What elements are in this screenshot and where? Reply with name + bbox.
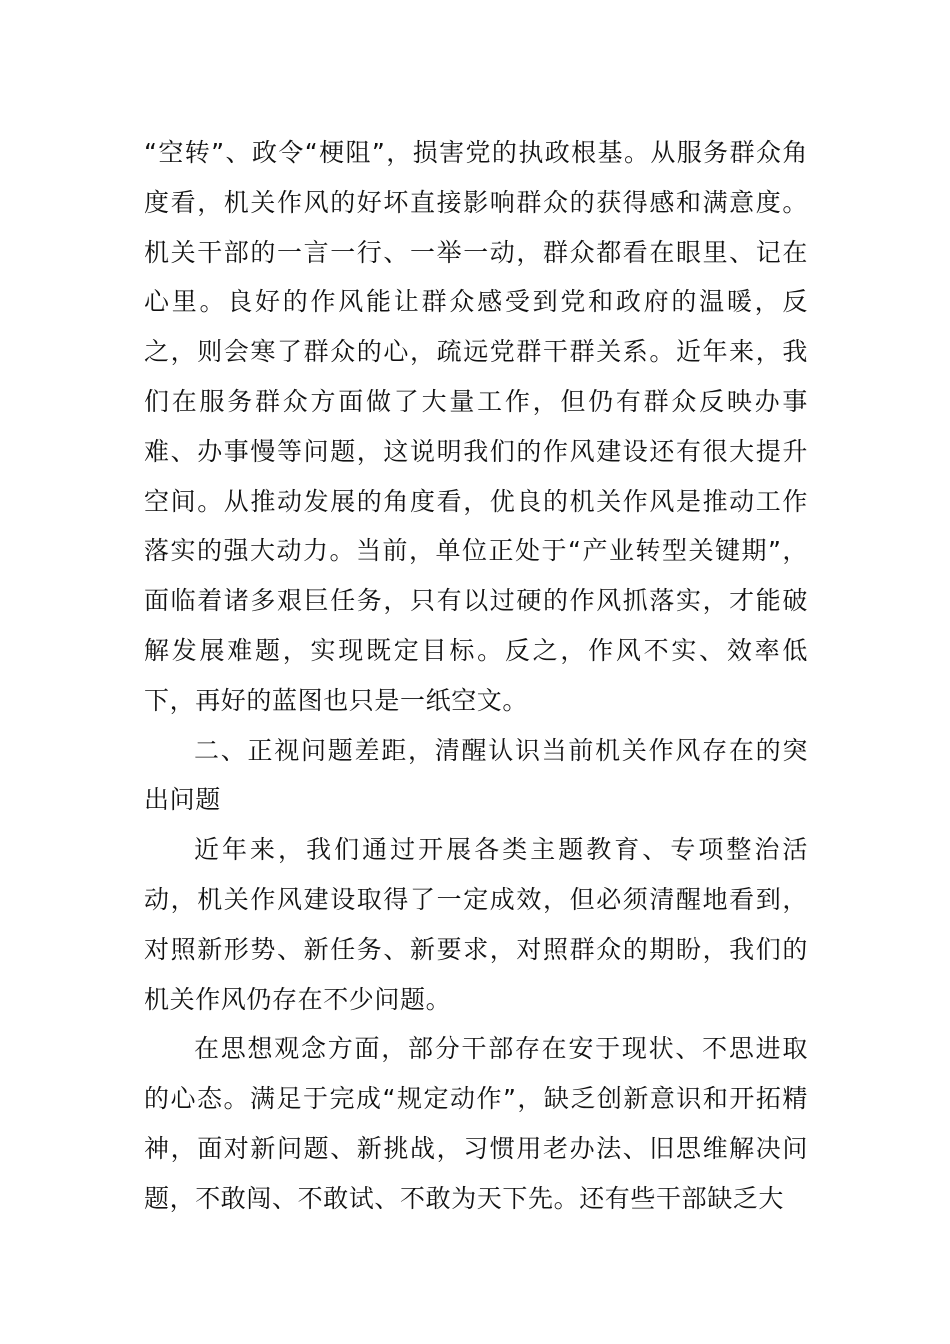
document-body: [144, 128, 808, 1224]
paragraph-intro: 近年来，我们通过开展各类主题教育、专项整治活动，机关作风建设取得了一定成效，但必须清醒地看到，对照新形势、新任务、新要求，对照群众的期盼，我们的机关作风仍存在不少问题。: [144, 835, 808, 1014]
section-heading: 二、正视问题差距，清醒认识当前机关作风存在的突出问题: [144, 735, 808, 815]
paragraph-thinking: 在思想观念方面，部分干部存在安于现状、不思进取的心态。满足于完成“规定动作”，缺乏创新意识和开拓精神，面对新问题、新挑战，习惯用老办法、旧思维解决问题，不敢闯、不敢试、不敢为天下先。还有些干部缺乏大: [144, 1034, 808, 1213]
paragraph-continuation: “空转”、政令“梗阻”，损害党的执政根基。从服务群众角度看，机关作风的好坏直接影响群众的获得感和满意度。机关干部的一言一行、一举一动，群众都看在眼里、记在心里。良好的作风能让群众感受到党和政府的温暖，反之，则会寒了群众的心，疏远党群干群关系。近年来，我们在服务群众方面做了大量工作，但仍有群众反映办事难、办事慢等问题，这说明我们的作风建设还有很大提升空间。从推动发展的角度看，优良的机关作风是推动工作落实的强大动力。当前，单位正处于“产业转型关键期”，面临着诸多艰巨任务，只有以过硬的作风抓落实，才能破解发展难题，实现既定目标。反之，作风不实、效率低下，再好的蓝图也只是一纸空文。: [144, 138, 808, 715]
